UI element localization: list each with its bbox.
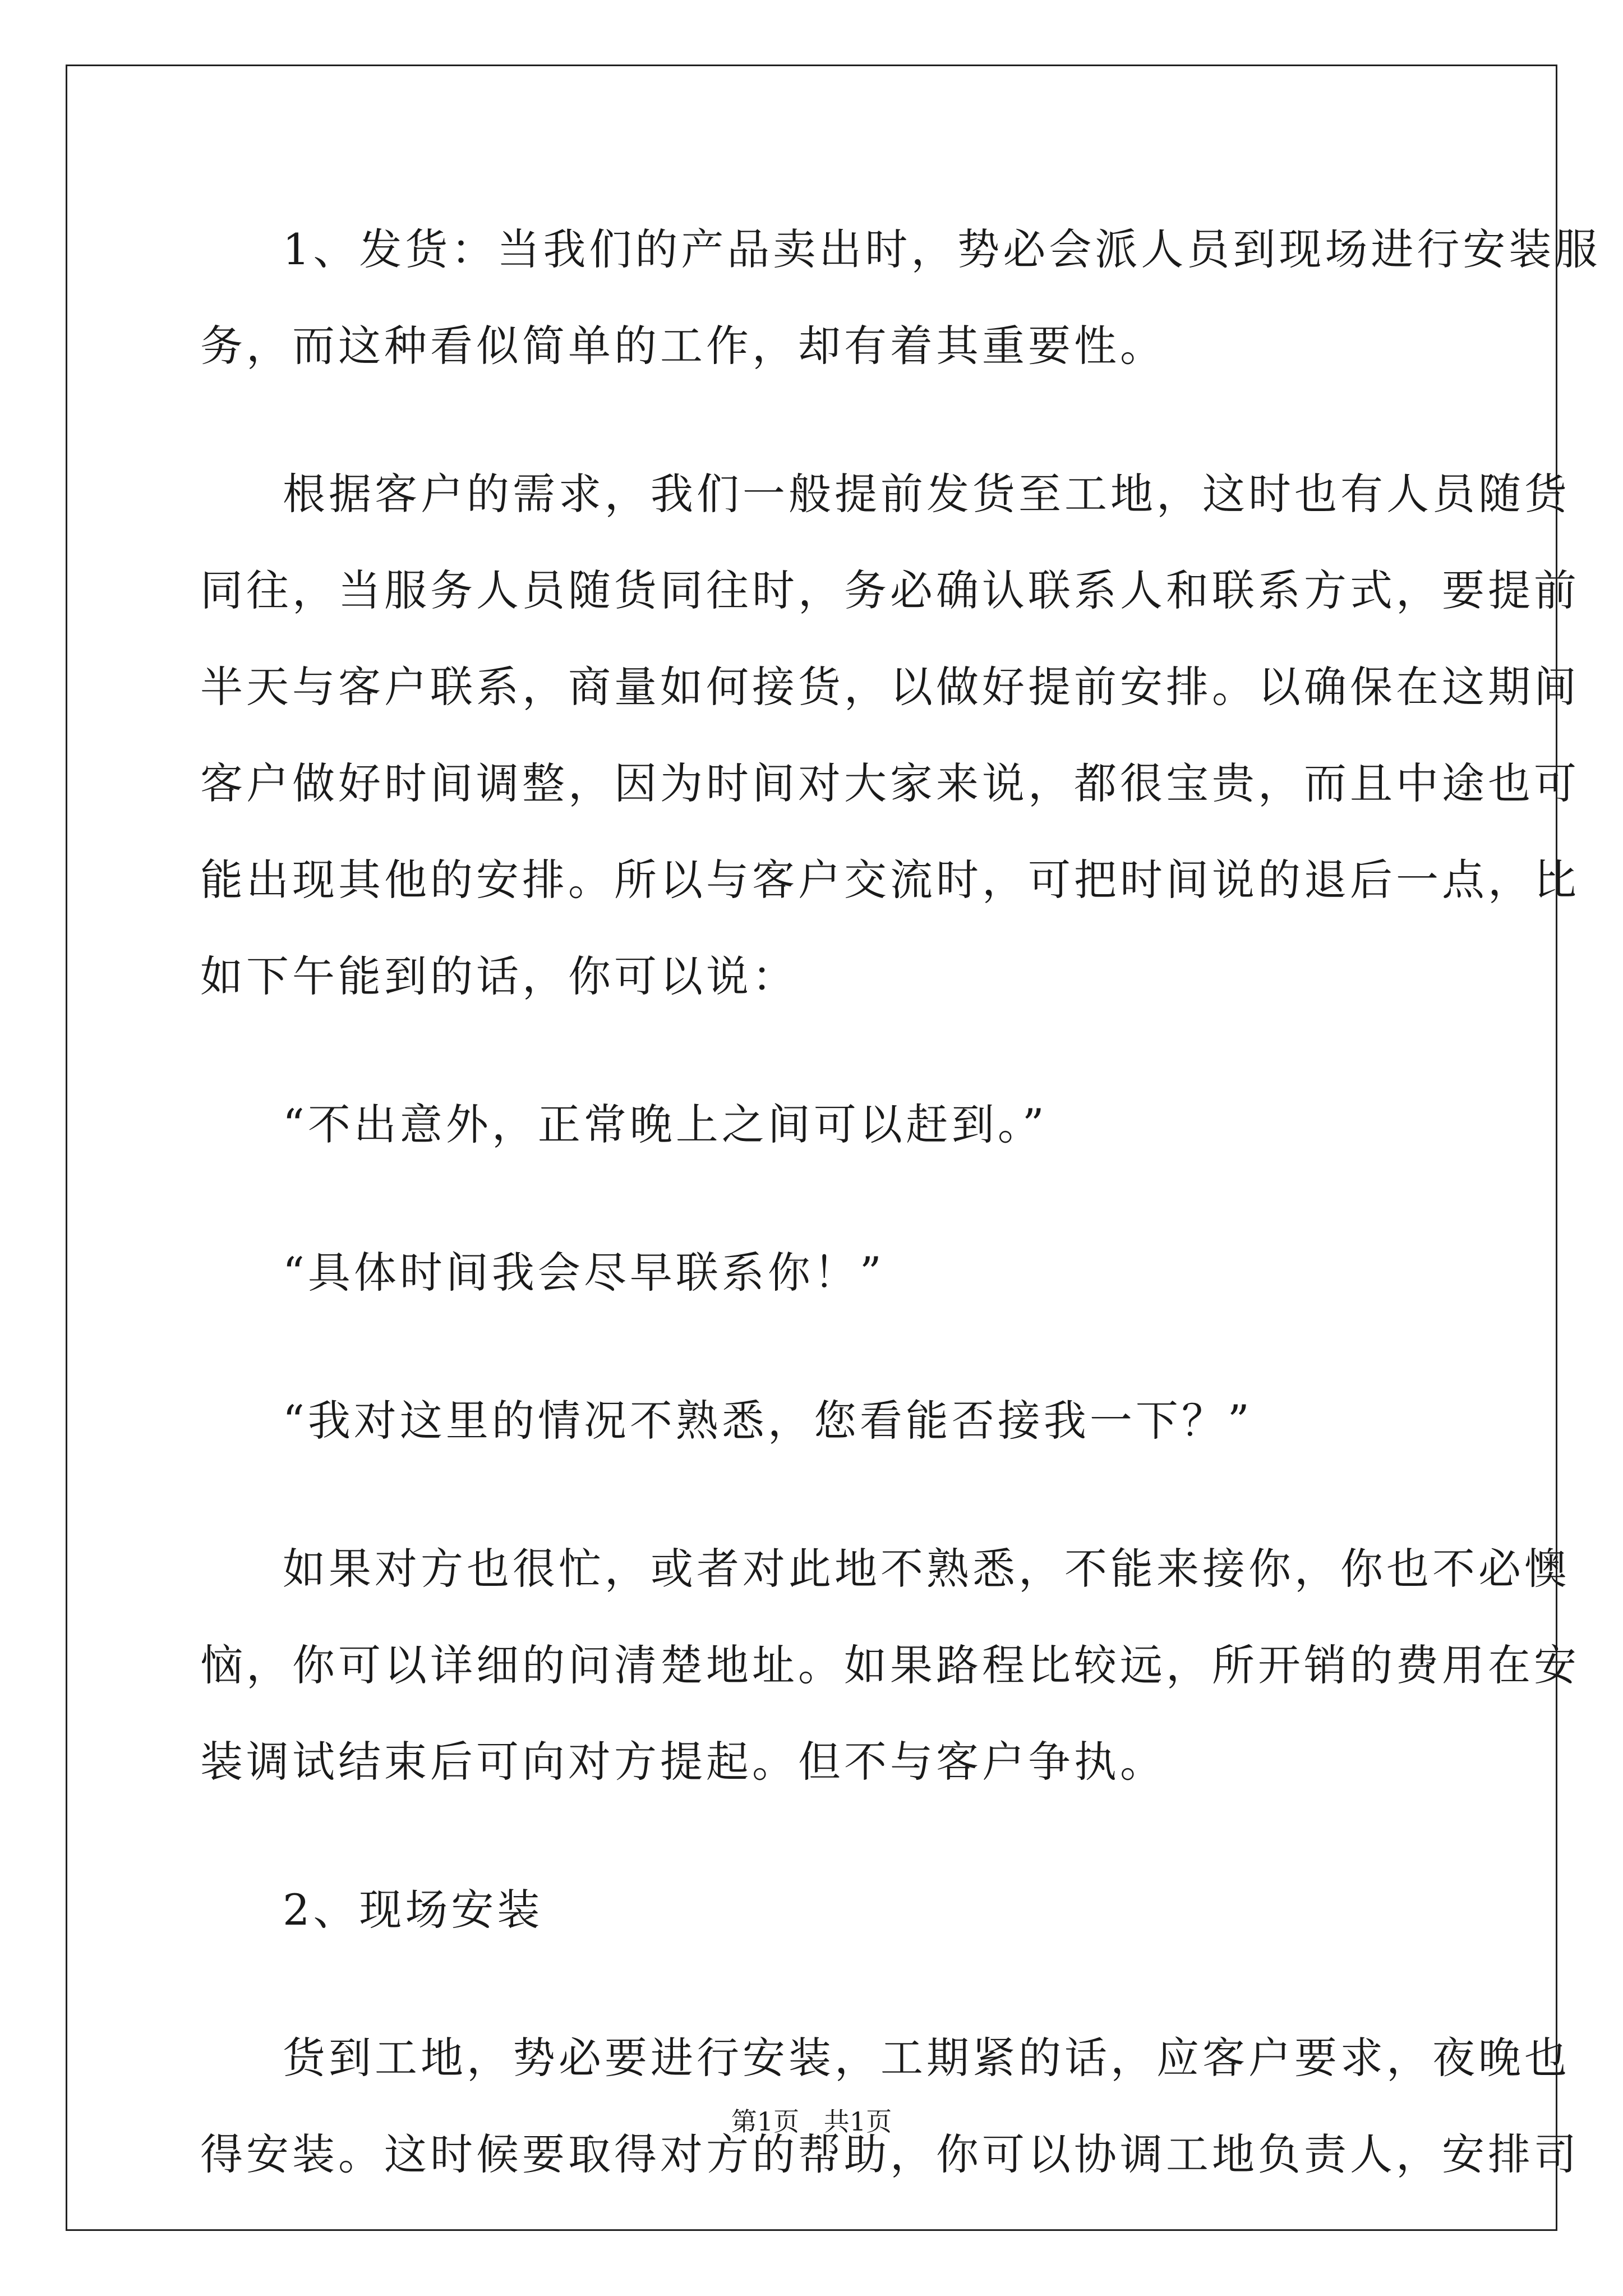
page-footer: 第1页 共1页	[731, 2106, 892, 2137]
text-line: 能出现其他的安排。所以与客户交流时，可把时间说的退后一点，比	[200, 855, 1580, 905]
text-line: 如果对方也很忙，或者对此地不熟悉，不能来接你，你也不必懊	[283, 1544, 1570, 1594]
text-line: 务，而这种看似简单的工作，却有着其重要性。	[200, 321, 1166, 371]
text-line: 装调试结束后可向对方提起。但不与客户争执。	[200, 1737, 1166, 1787]
text-line: “不出意外，正常晚上之间可以赶到。”	[283, 1099, 1048, 1149]
text-line: 1、发货：当我们的产品卖出时，势必会派人员到现场进行安装服	[283, 224, 1601, 274]
paragraph	[200, 463, 1580, 1042]
paragraph	[200, 1390, 1428, 1487]
text-line: 根据客户的需求，我们一般提前发货至工地，这时也有人员随货	[283, 469, 1570, 519]
text-line: 同往，当服务人员随货同往时，务必确认联系人和联系方式，要提前	[200, 565, 1580, 615]
text-line: “我对这里的情况不熟悉，您看能否接我一下？”	[283, 1396, 1253, 1446]
text-line: 客户做好时间调整，因为时间对大家来说，都很宝贵，而且中途也可	[200, 758, 1580, 808]
paragraph	[200, 219, 1601, 412]
text-line: 如下午能到的话，你可以说：	[200, 951, 798, 1001]
section-heading	[200, 1879, 1428, 1976]
paragraph	[200, 1094, 1428, 1190]
document-body	[200, 219, 1601, 2220]
text-line: 半天与客户联系，商量如何接货，以做好提前安排。以确保在这期间	[200, 662, 1580, 712]
paragraph	[200, 1242, 1428, 1338]
text-line: 货到工地，势必要进行安装，工期紧的话，应客户要求，夜晚也	[283, 2033, 1570, 2083]
text-line: 2、现场安装	[283, 1885, 543, 1935]
text-line: “具体时间我会尽早联系你！”	[283, 1248, 885, 1297]
text-line: 恼，你可以详细的问清楚地址。如果路程比较远，所开销的费用在安	[200, 1640, 1580, 1690]
paragraph	[200, 1538, 1580, 1828]
text-line: 得安装。这时候要取得对方的帮助，你可以协调工地负责人，安排司	[200, 2129, 1580, 2179]
